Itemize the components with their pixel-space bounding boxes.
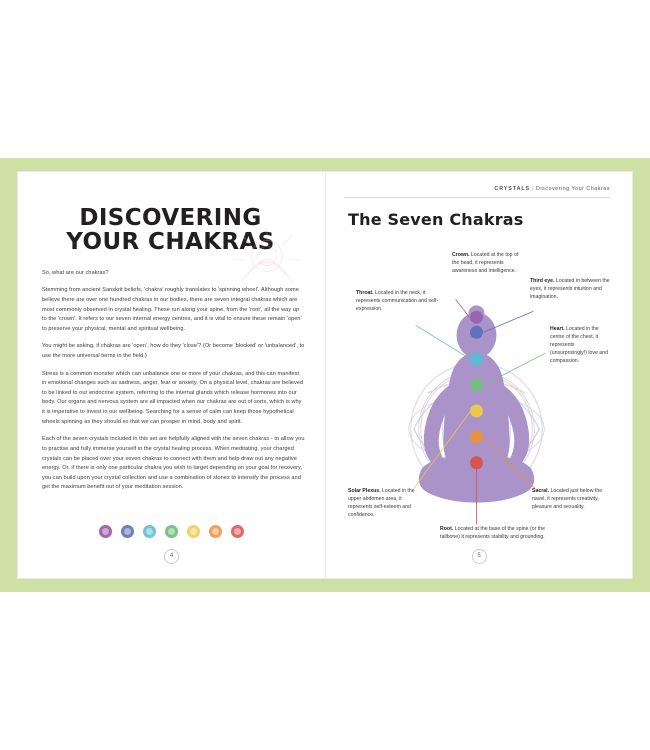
callout-crown-name: Crown. [452,252,470,258]
orb-throat [470,353,483,366]
orb-heart [470,379,483,392]
callout-root [440,525,562,541]
chakra-dot-sacral [209,525,222,538]
running-head-separator: | [532,186,534,192]
orb-solar-plexus [470,404,483,417]
orb-third-eye [470,326,483,339]
callout-crown [452,251,520,275]
callout-throat-name: Throat. [356,290,374,296]
callout-sacral [532,487,612,511]
callout-solar-plexus [348,487,426,519]
paragraph: You might be asking, if chakras are 'open', how do they 'close'? (Or become 'blocked' or 'unbalanced', to use the more universal terms in the field.) [42,343,305,360]
chakra-dot-third-eye [121,525,134,538]
callout-third-eye-text: Located in between the eyes, it represents intuition and imagination. [530,278,610,301]
orb-root [470,456,483,469]
callout-third-eye [530,277,610,301]
page-number: 4 [164,549,179,564]
chakra-dot-solar-plexus [187,525,200,538]
page-number: 5 [472,549,487,564]
callout-crown-text: Located at the top of the head, it represents awareness and intelligence. [452,252,519,275]
running-head-chapter: Discovering Your Chakras [535,186,610,192]
callout-throat [356,289,440,313]
callout-sacral-name: Sacral. [532,488,550,494]
paragraph: Each of the seven crystals included in this set are helpfully aligned with the seven chakras - to allow you to practise and fully immerse yourself in the crystal healing process. When meditating, your charged crystals can be placed over your seven chakras to connect with them and help draw out any negative energy. Or, if there is only one particular chakra you wish to target depending on your goal for recovery, you can build upon your crystal collection and use a combination of stones to intensify the process and get the maximum benefit out of your meditation session. [42,436,305,491]
callout-third-eye-name: Third eye. [530,278,555,284]
orb-crown [470,311,483,324]
callout-sacral-text: Located just below the navel, it represents creativity, pleasure and sexuality. [532,488,603,511]
right-page [325,172,632,578]
callout-throat-text: Located in the neck, it represents communication and self-expression. [356,290,439,313]
chakra-crystal-dots [18,525,325,538]
folio-right [326,549,632,564]
chakra-dot-heart [165,525,178,538]
book-spread [18,172,632,578]
left-page [18,172,325,578]
seven-chakras-diagram [344,233,610,573]
section-title: The Seven Chakras [348,210,524,229]
running-head-book: CRYSTALS [494,186,531,192]
paragraph: Stemming from ancient Sanskrit beliefs, 'chakra' roughly translates to 'spinning wheel'. Although some believe there are over one hundred chakras in our bodies, there are seven integral chakras which are most commonly observed in crystal healing. These run along your spine, from the 'root', all the way up to the 'crown'. It refers to our seven internal energy centres, and it is vital to ensure these remain 'open' to preserve your physical, mental and spiritual wellbeing. [42,287,302,332]
callout-heart-text: Located in the centre of the chest, it represents (unsurprisingly!) love and compassion. [550,326,608,365]
paragraph: So, what are our chakras? [42,269,109,276]
callout-root-text: Located at the base of the spine (or the tailbone) it represents stability and grounding. [440,526,545,541]
callout-heart-name: Heart. [550,326,565,332]
page-title: DISCOVERING YOUR CHAKRAS [66,205,275,256]
body-copy [42,269,305,493]
orb-sacral [470,430,483,443]
callout-solar-plexus-name: Solar Plexus. [348,488,381,494]
callout-root-name: Root. [440,526,454,532]
running-head [344,186,610,198]
chakra-dot-crown [99,525,112,538]
chakra-dot-root [231,525,244,538]
callout-heart [550,325,612,365]
paragraph: Stress is a common monster which can unbalance one or more of your chakras, and this can manifest in emotional changes such as sadness, anger, fear or anxiety. On a physical level, chakras are believed to be linked to our endocrine system, referring to the internal glands which release hormones into our body. Our organs and nervous system are all impacted when our chakras are out of sorts, which is why it is imperative to invest in our wellbeing. Searching for a sense of calm can keep those hypothetical wheels spinning as they should so that we can prosper in mind, body and spirit. [42,370,304,425]
callout-solar-plexus-text: Located in the upper abdomen area, it represents self-esteem and confidence. [348,488,415,519]
chakra-dot-throat [143,525,156,538]
folio-left [18,549,325,564]
